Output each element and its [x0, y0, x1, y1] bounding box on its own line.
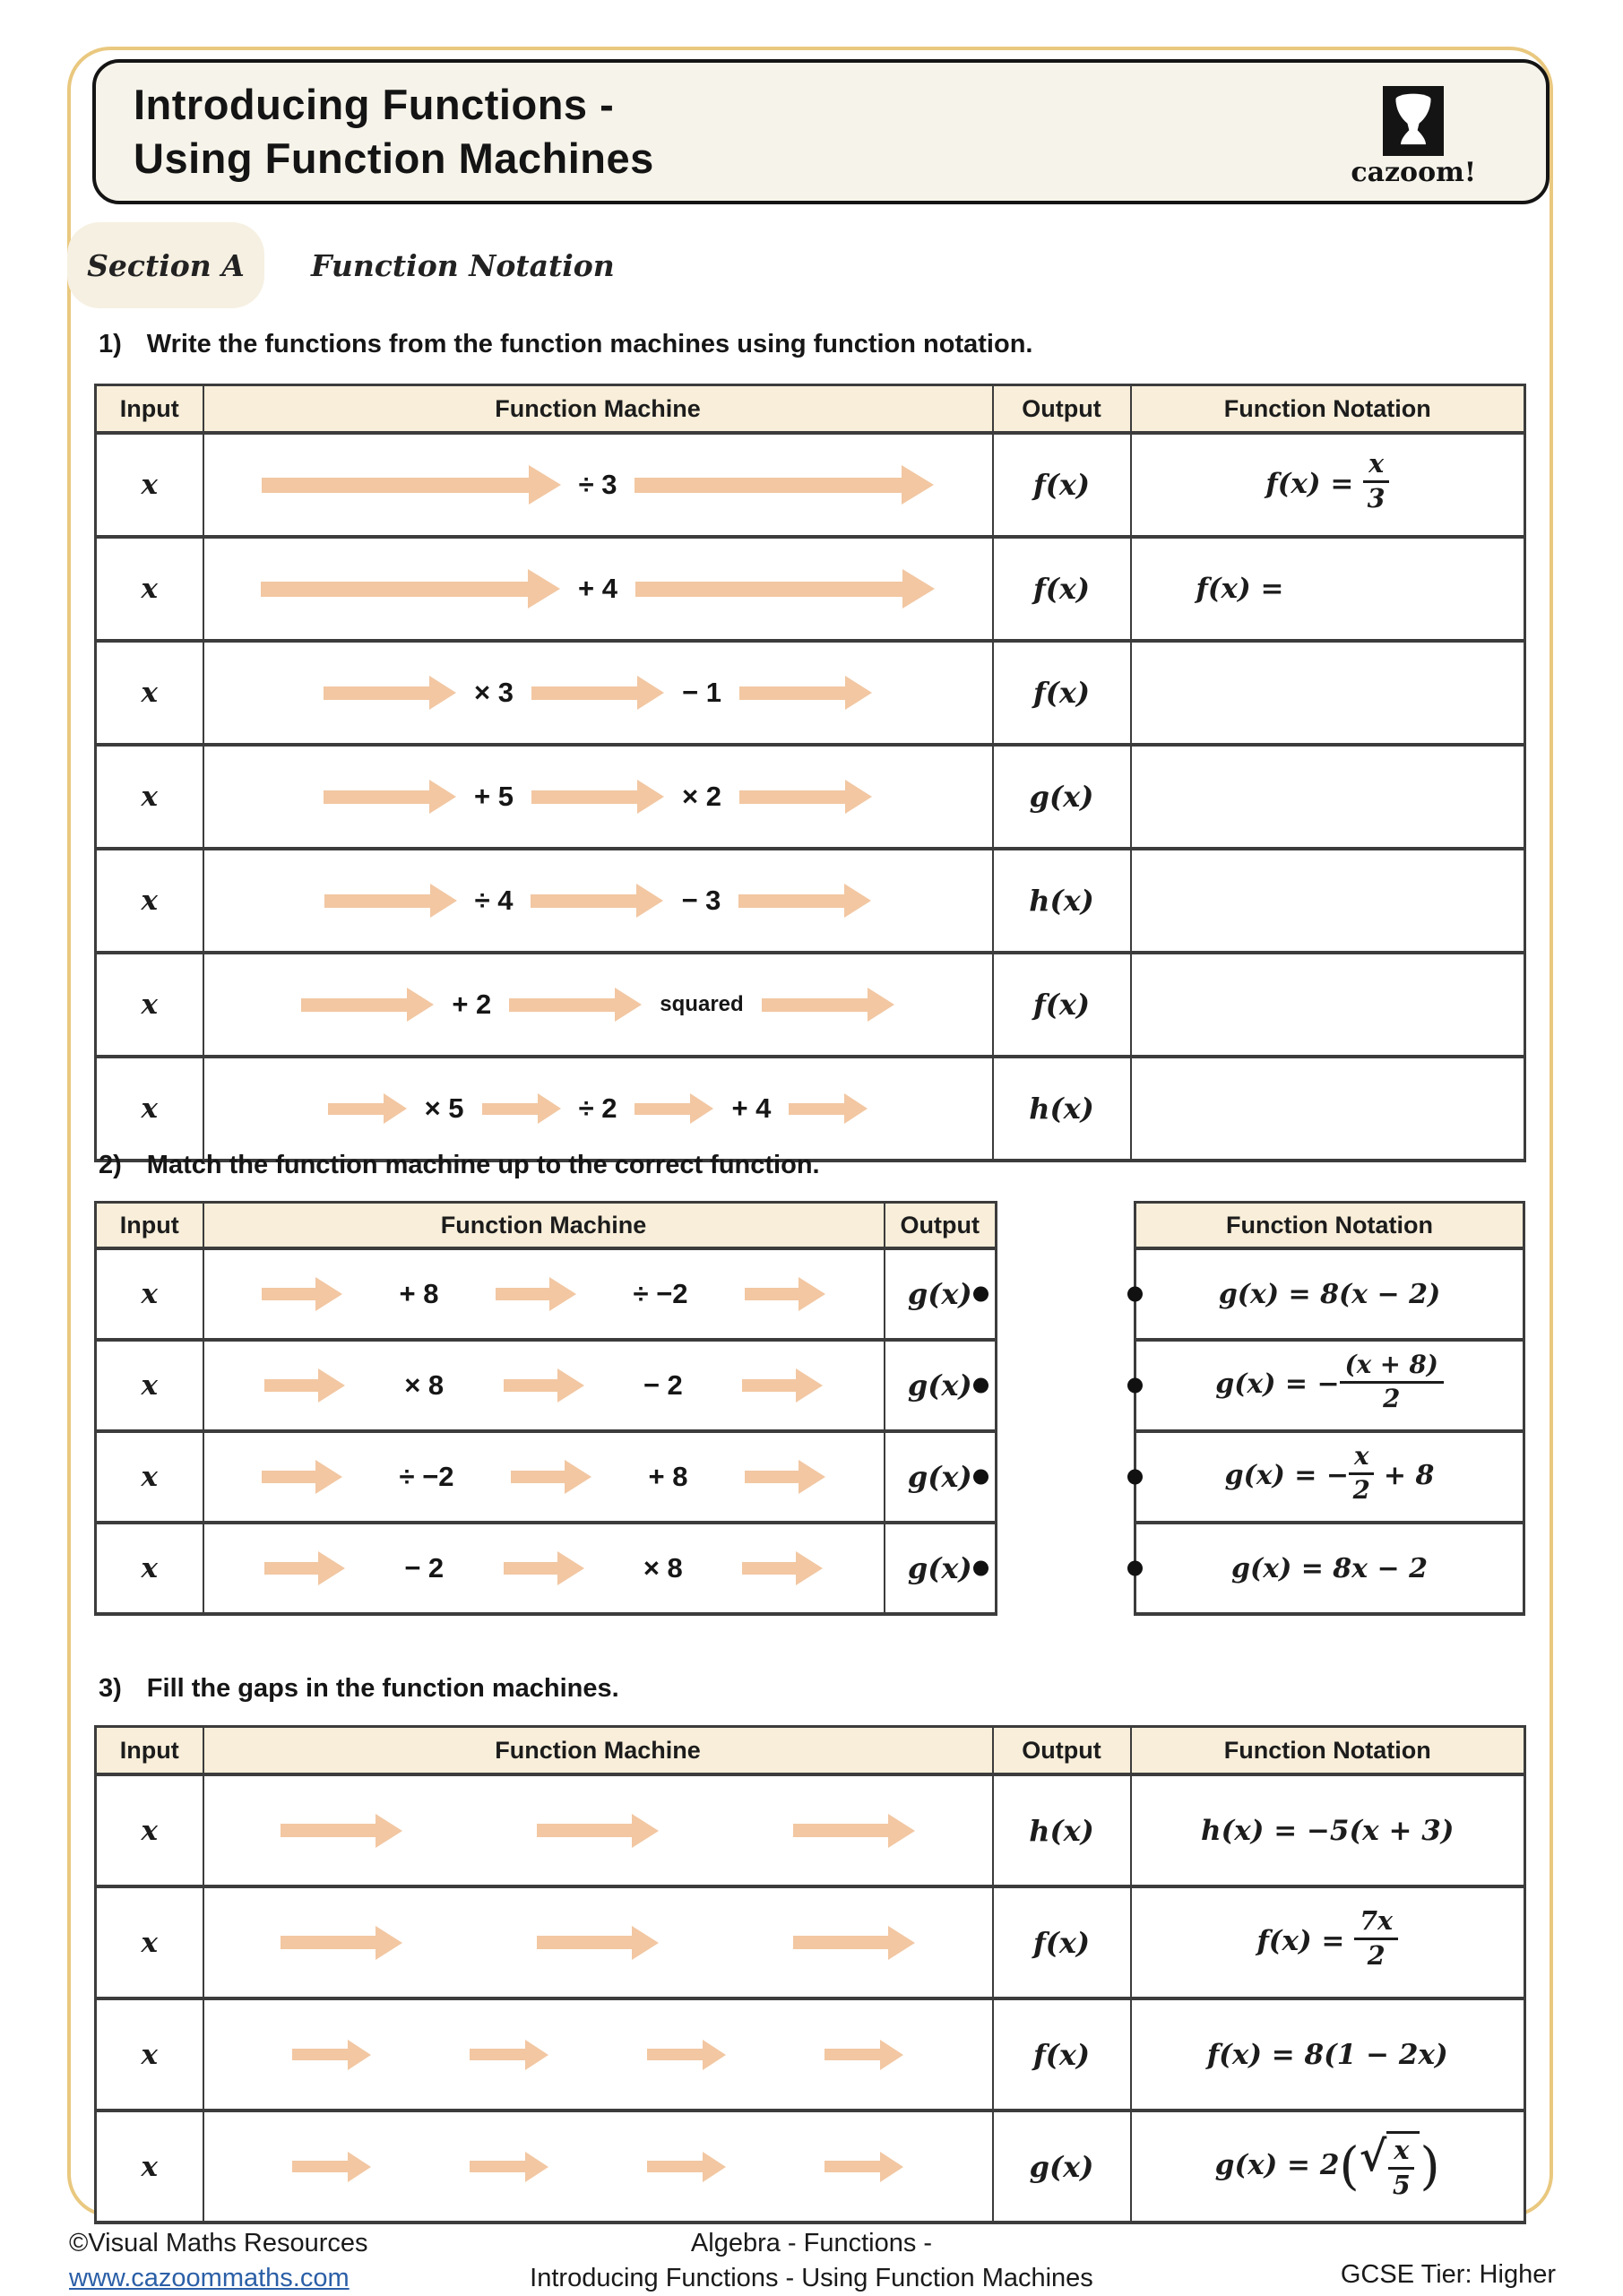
paren-close: ) — [1420, 2136, 1440, 2197]
q2-notation-table — [1134, 1201, 1525, 1616]
arrow-icon — [824, 2152, 903, 2182]
col-header-function-machine: Function Machine — [203, 1203, 885, 1249]
table-row — [96, 1523, 997, 1614]
table-row — [96, 1248, 997, 1340]
section-label: Section A — [87, 247, 245, 283]
answer-cell[interactable] — [1131, 953, 1525, 1057]
arrow-icon — [324, 884, 457, 918]
arrow-icon — [762, 988, 894, 1022]
operation-label: + 4 — [578, 573, 617, 604]
answer-gap[interactable] — [659, 1803, 793, 1859]
arrow-icon — [281, 1814, 402, 1848]
function-machine — [205, 1277, 883, 1311]
arrow-icon — [324, 676, 456, 710]
input-value: x — [141, 1461, 158, 1493]
match-dot[interactable] — [1127, 1378, 1143, 1394]
answer-gap[interactable] — [402, 1915, 537, 1971]
input-value: x — [141, 1926, 158, 1959]
answer-cell[interactable] — [1131, 1057, 1525, 1161]
input-value: x — [141, 469, 158, 501]
operation-label: − 2 — [643, 1369, 683, 1401]
output-value: h(x) — [1029, 884, 1094, 918]
function-machine — [205, 884, 991, 918]
function-machine — [205, 1551, 883, 1585]
question-text: Write the functions from the function machines using function notation. — [146, 330, 1033, 358]
output-value: g(x) — [907, 1368, 972, 1403]
table-row — [96, 745, 1525, 849]
function-notation: g(x) = − $\frac{x}{2}$ + 8 — [1224, 1440, 1435, 1505]
input-value: x — [141, 1552, 158, 1584]
function-notation: g(x) = 8(x − 2) — [1218, 1278, 1441, 1310]
arrow-icon — [793, 1814, 915, 1848]
footer-topic-line1: Algebra - Functions - — [690, 2229, 933, 2257]
col-header-function-notation: Function Notation — [1131, 1727, 1525, 1775]
q2-header-row — [96, 1203, 997, 1249]
function-machine — [205, 988, 991, 1022]
operation-label: squared — [660, 992, 744, 1016]
input-value: x — [141, 2150, 158, 2183]
arrow-icon — [509, 988, 642, 1022]
operation-label: ÷ 3 — [578, 469, 617, 500]
function-machine — [205, 2027, 991, 2083]
question-number: 3) — [99, 1674, 122, 1703]
match-dot[interactable] — [973, 1561, 988, 1576]
table-row — [96, 1774, 1525, 1886]
match-dot[interactable] — [1127, 1287, 1143, 1302]
col-header-function-machine: Function Machine — [203, 1727, 993, 1775]
arrow-icon — [745, 1460, 825, 1494]
operation-label: + 5 — [474, 781, 514, 812]
function-notation: g(x) = 8x − 2 — [1231, 1552, 1428, 1584]
output-value: g(x) — [1029, 2149, 1094, 2184]
operation-label: × 3 — [474, 677, 514, 708]
arrow-icon — [742, 1551, 823, 1585]
function-notation: f(x) = $\frac{7x}{2}$ — [1256, 1925, 1398, 1957]
arrow-icon — [738, 884, 871, 918]
arrow-icon — [739, 676, 872, 710]
function-machine — [205, 1803, 991, 1859]
input-value: x — [141, 1369, 158, 1402]
footer-topic-line2: Introducing Functions - Using Function Machines — [530, 2264, 1093, 2293]
arrow-icon — [635, 1093, 713, 1124]
function-notation: h(x) = −5(x + 3) — [1201, 1814, 1455, 1847]
table-row — [96, 1340, 997, 1431]
table-row — [96, 1057, 1525, 1161]
function-notation: f(x) = 8(1 − 2x) — [1206, 2038, 1448, 2071]
output-value: h(x) — [1029, 1813, 1094, 1848]
function-machine — [205, 2139, 991, 2195]
table-row — [1135, 1248, 1524, 1340]
arrow-icon — [264, 1368, 345, 1403]
arrow-icon — [504, 1368, 584, 1403]
table-row — [96, 1886, 1525, 1998]
operation-label: + 8 — [399, 1278, 439, 1309]
output-value: f(x) — [1032, 572, 1091, 606]
input-value: x — [141, 573, 158, 605]
question-1-heading — [99, 330, 1032, 359]
input-value: x — [141, 677, 158, 709]
operation-label: + 4 — [731, 1092, 772, 1124]
arrow-icon — [324, 780, 456, 814]
answer-gap[interactable] — [371, 2139, 470, 2195]
input-value: x — [141, 885, 158, 917]
arrow-icon — [292, 2040, 371, 2070]
arrow-icon — [281, 1926, 402, 1960]
arrow-icon — [470, 2040, 548, 2070]
function-machine — [205, 465, 991, 505]
function-machine — [205, 1092, 991, 1125]
q2-notation-header-row — [1135, 1203, 1524, 1249]
output-value: f(x) — [1032, 988, 1091, 1022]
output-value: f(x) — [1032, 1925, 1091, 1960]
function-notation: f(x) = $\frac{x}{3}$ — [1265, 468, 1389, 500]
col-header-output: Output — [993, 1727, 1131, 1775]
input-value: x — [141, 1814, 158, 1847]
arrow-icon — [504, 1551, 584, 1585]
arrow-icon — [537, 1926, 659, 1960]
answer-gap[interactable] — [402, 1803, 537, 1859]
arrow-icon — [647, 2152, 726, 2182]
answer-gap[interactable] — [548, 2139, 647, 2195]
function-machine — [205, 676, 991, 710]
paren-open: ( — [1339, 2136, 1360, 2197]
output-value: g(x) — [907, 1277, 972, 1311]
arrow-icon — [793, 1926, 915, 1960]
cazoommaths-link[interactable]: www.cazoommaths.com — [69, 2264, 350, 2293]
operation-label: − 2 — [404, 1552, 445, 1584]
arrow-icon — [789, 1093, 868, 1124]
function-machine — [205, 1460, 883, 1494]
answer-gap[interactable] — [726, 2027, 824, 2083]
cazoom-logo-text: cazoom! — [1351, 157, 1476, 188]
arrow-icon — [301, 988, 434, 1022]
arrow-icon — [531, 676, 664, 710]
match-dot[interactable] — [973, 1287, 988, 1302]
section-title: Function Notation — [311, 247, 615, 283]
answer-gap[interactable] — [548, 2027, 647, 2083]
answer-cell[interactable] — [1131, 849, 1525, 953]
function-machine — [205, 569, 991, 609]
q3-header-row — [96, 1727, 1525, 1775]
match-dot[interactable] — [1127, 1470, 1143, 1485]
arrow-icon — [635, 569, 935, 609]
operation-label: ÷ 4 — [474, 885, 514, 916]
function-machine — [205, 780, 991, 814]
operation-label: − 1 — [682, 677, 721, 708]
footer-tier: GCSE Tier: Higher — [1340, 2260, 1556, 2289]
match-dot[interactable] — [1127, 1561, 1143, 1576]
output-value: g(x) — [1029, 780, 1094, 814]
question-3-heading — [99, 1674, 619, 1704]
table-row — [1135, 1431, 1524, 1523]
arrow-icon — [264, 1551, 345, 1585]
function-notation: g(x) = − $\frac{(x + 8)}{2}$ — [1215, 1368, 1444, 1400]
table-row — [96, 953, 1525, 1057]
table-row — [96, 2110, 1525, 2223]
question-2-heading — [99, 1151, 820, 1180]
operation-label: × 8 — [643, 1552, 683, 1584]
output-value: f(x) — [1032, 676, 1091, 710]
question-number: 1) — [99, 330, 122, 358]
input-value: x — [141, 1092, 158, 1125]
arrow-icon — [537, 1814, 659, 1848]
arrow-icon — [824, 2040, 903, 2070]
page-title — [134, 78, 654, 186]
arrow-icon — [745, 1277, 825, 1311]
arrow-icon — [328, 1093, 407, 1124]
arrow-icon — [262, 465, 561, 505]
col-header-output: Output — [993, 385, 1131, 434]
arrow-icon — [739, 780, 872, 814]
col-header-input: Input — [96, 1203, 203, 1249]
arrow-icon — [262, 1277, 342, 1311]
arrow-icon — [482, 1093, 561, 1124]
arrow-icon — [496, 1277, 576, 1311]
table-row — [1135, 1523, 1524, 1614]
output-value: f(x) — [1032, 2037, 1091, 2072]
answer-gap[interactable] — [659, 1915, 793, 1971]
answer-gap[interactable] — [371, 2027, 470, 2083]
col-header-input: Input — [96, 385, 203, 434]
title-line2: Using Function Machines — [134, 134, 654, 182]
cazoom-logo — [1351, 86, 1476, 188]
radical-icon: √ $\frac{x}{5}$ — [1360, 2131, 1420, 2199]
table-row — [96, 849, 1525, 953]
operation-label: ÷ 2 — [578, 1092, 617, 1124]
input-value: x — [141, 781, 158, 813]
section-label-chip — [67, 222, 264, 308]
arrow-icon — [742, 1368, 823, 1403]
q3-table — [94, 1725, 1526, 2224]
match-dot[interactable] — [973, 1378, 988, 1394]
operation-label: × 8 — [404, 1369, 445, 1401]
title-line1: Introducing Functions - — [134, 80, 615, 128]
worksheet-header — [92, 59, 1550, 204]
q2-machines-table — [94, 1201, 997, 1616]
operation-label: + 8 — [648, 1461, 688, 1492]
question-number: 2) — [99, 1151, 122, 1179]
q1-header-row — [96, 385, 1525, 434]
operation-label: × 2 — [682, 781, 721, 812]
arrow-icon — [647, 2040, 726, 2070]
answer-cell[interactable]: f(x) = — [1131, 537, 1525, 641]
table-row — [96, 537, 1525, 641]
function-notation: g(x) = 2( √ $\frac{x}{5}$ ) — [1214, 2130, 1440, 2200]
arrow-icon — [262, 1460, 342, 1494]
function-machine — [205, 1368, 883, 1403]
arrow-icon — [531, 884, 663, 918]
arrow-icon — [531, 780, 664, 814]
output-value: g(x) — [907, 1551, 972, 1585]
match-dot[interactable] — [973, 1470, 988, 1485]
input-value: x — [141, 1278, 158, 1310]
operation-label: − 3 — [681, 885, 721, 916]
q1-table — [94, 384, 1526, 1162]
question-text: Fill the gaps in the function machines. — [146, 1674, 619, 1703]
input-value: x — [141, 988, 158, 1021]
arrow-icon — [511, 1460, 591, 1494]
input-value: x — [141, 2038, 158, 2071]
question-text: Match the function machine up to the correct function. — [146, 1151, 820, 1179]
table-row — [96, 641, 1525, 745]
answer-gap[interactable] — [726, 2139, 824, 2195]
answer-cell[interactable] — [1131, 745, 1525, 849]
table-row — [1135, 1340, 1524, 1431]
operation-label: × 5 — [424, 1092, 464, 1124]
table-row — [96, 1431, 997, 1523]
arrow-icon — [635, 465, 934, 505]
function-machine — [205, 1915, 991, 1971]
output-value: g(x) — [907, 1460, 972, 1494]
operation-label: ÷ −2 — [399, 1461, 454, 1492]
col-header-function-notation: Function Notation — [1135, 1203, 1524, 1249]
table-row — [96, 433, 1525, 537]
operation-label: + 2 — [452, 988, 492, 1020]
col-header-input: Input — [96, 1727, 203, 1775]
col-header-function-notation: Function Notation — [1131, 385, 1525, 434]
copyright-text: ©Visual Maths Resources — [69, 2229, 368, 2257]
cazoom-drum-icon — [1383, 86, 1444, 156]
answer-cell[interactable] — [1131, 641, 1525, 745]
col-header-function-machine: Function Machine — [203, 385, 993, 434]
col-header-output: Output — [885, 1203, 997, 1249]
table-row — [96, 1998, 1525, 2110]
output-value: f(x) — [1032, 468, 1091, 502]
arrow-icon — [470, 2152, 548, 2182]
operation-label: ÷ −2 — [633, 1278, 688, 1309]
arrow-icon — [292, 2152, 371, 2182]
output-value: h(x) — [1029, 1092, 1094, 1126]
arrow-icon — [261, 569, 560, 609]
